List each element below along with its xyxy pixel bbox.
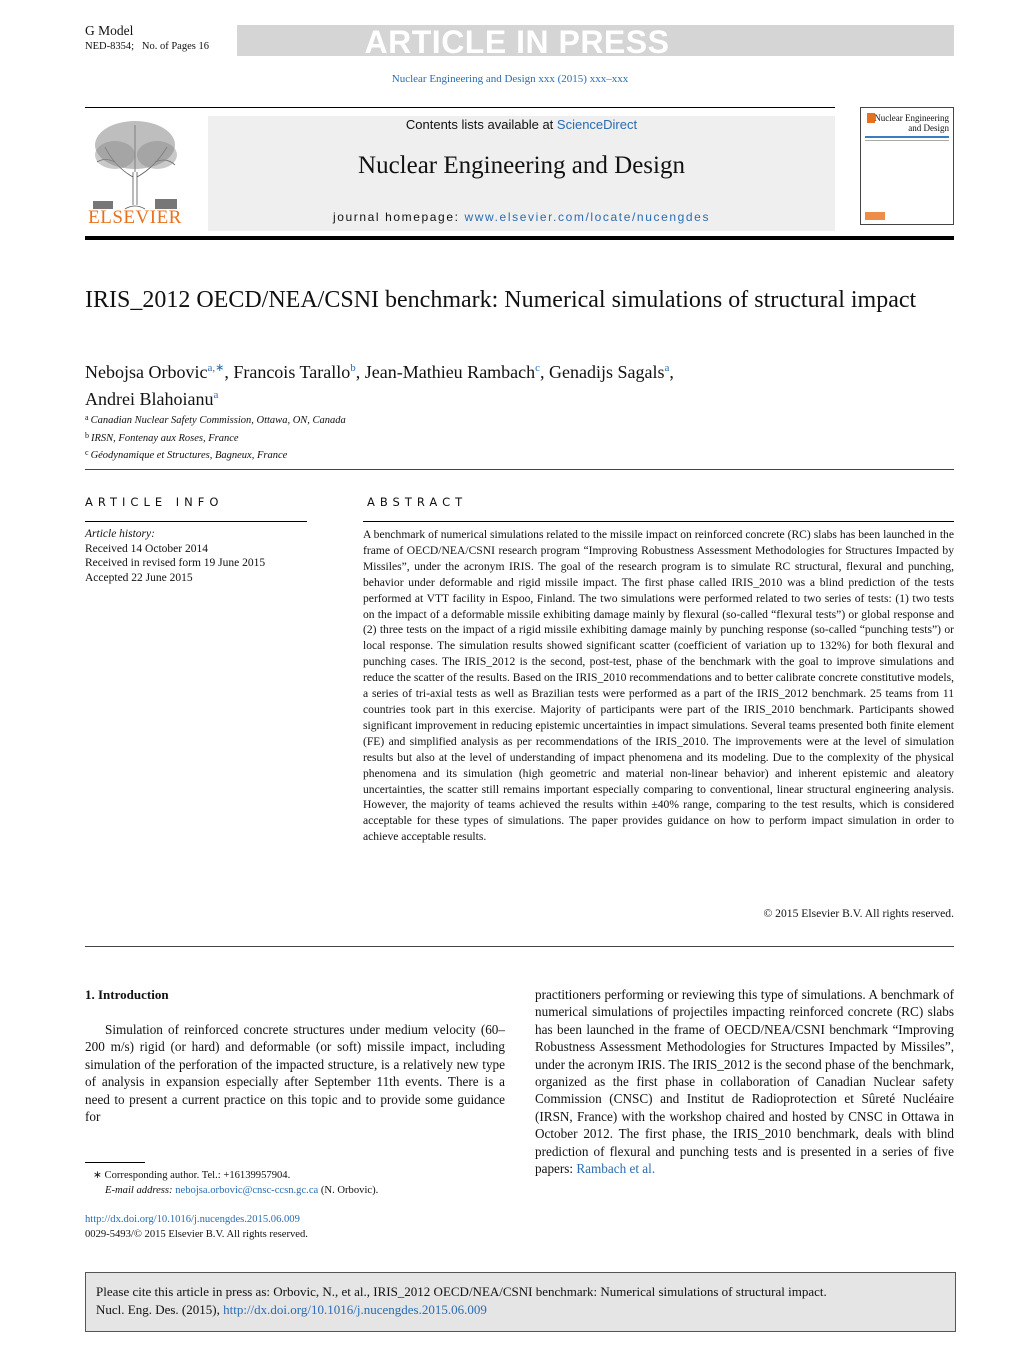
- affiliation-text: IRSN, Fontenay aux Roses, France: [91, 432, 239, 444]
- abstract-heading: ABSTRACT: [367, 495, 468, 509]
- rambach-citation-link[interactable]: Rambach et al.: [576, 1161, 656, 1177]
- author-affiliation-marker[interactable]: a: [664, 362, 670, 374]
- abstract-text: A benchmark of numerical simulations related to the missile impact on reinforced concrete (RC) slabs has been launched in the frame of OECD/NEA/CSNI research program “Improving Robustness Assessment Methodologies for Structures Impacted by Missiles”, under the acronym IRIS. The goal of the research program is to simulate RC structural, flexural and punching, behavior under deformable and rigid missile impact. The first phase called IRIS_2010 was a blind prediction of the tests performed at VTT facility in Espoo, Finland. The two simulations were performed related to two series of tests: (1) two tests on the impact of a deformable missile exhibiting damage mainly by flexural (so-called “flexural tests”) or global response and (2) three tests on the impact of a rigid missile exhibiting damage mainly by punching response (so-called “punching tests”) or local response. The simulation results showed significant scatter (coefficient of variation up to 132%) for both flexural and punching cases. The IRIS_2012 is the second, post-test, phase of the benchmark with the goal to improve simulations and reduce the scatter of the results. Based on the IRIS_2010 recommendations and to better calibrate concrete constitutive models, a series of tri-axial tests as well as Brazilian tests were performed as a part of the IRIS_2012 benchmark. 25 teams from 11 countries took part in this exercise. Majority of participants were part of the IRIS_2010 benchmark. Participants showed significant improvement in reducing epistemic uncertainties in impact simulations. Several teams presented both finite element (FE) and simplified analysis as per recommendations of the IRIS_2010. The improvements were at the level of simulation results but also at the level of understanding of impact phenomena and its modeling. Due to the complexity of the physical phenomena and its simulation (high geometric and material non-linear behavior) and inherent epistemic and aleatory uncertainties, the scatter still remains important especially comparing to conventional, linear structural engineering analysis. However, the majority of teams achieved the results within ±40% range, comparing to the test results, which is considered acceptable for these types of simulations. The paper provides guidance on how to perform impact simulation in order to achieve acceptable results.: [363, 528, 954, 844]
- corresponding-author-footnote: [85, 1168, 378, 1198]
- affiliations: [85, 411, 346, 464]
- section-heading-introduction: 1. Introduction: [85, 987, 169, 1002]
- manuscript-id: [85, 41, 209, 52]
- citation-line-1: Please cite this article in press as: Orbovic, N., et al., IRIS_2012 OECD/NEA/CSNI benchmark: Numerical simulations of structural impact.: [96, 1284, 827, 1299]
- article-info-heading: ARTICLE INFO: [85, 495, 224, 509]
- cover-rule: [865, 140, 949, 141]
- contents-prefix: Contents lists available at: [405, 117, 557, 132]
- sciencedirect-link[interactable]: ScienceDirect: [556, 117, 638, 132]
- history-label: Article history:: [85, 528, 155, 540]
- email-label: E-mail address:: [105, 1185, 176, 1196]
- contents-available: [208, 117, 835, 132]
- author-name: Jean-Mathieu Rambach: [364, 362, 536, 382]
- homepage-prefix: journal homepage:: [332, 210, 465, 224]
- author-affiliation-marker[interactable]: a,∗: [207, 362, 225, 374]
- citation-line-2: [96, 1301, 951, 1319]
- page-count: No. of Pages 16: [141, 41, 209, 52]
- masthead-rule: [85, 236, 954, 240]
- corresponding-author-line: ∗ Corresponding author. Tel.: +16139957904.: [93, 1170, 291, 1181]
- revised-date: Received in revised form 19 June 2015: [85, 557, 266, 569]
- email-suffix: (N. Orbovic).: [318, 1185, 379, 1196]
- issn-line: 0029-5493/© 2015 Elsevier B.V. All rights reserved.: [85, 1229, 308, 1240]
- journal-title: Nuclear Engineering and Design: [358, 152, 685, 179]
- article-history: [85, 527, 265, 585]
- header-rule: [85, 107, 835, 108]
- journal-cover-thumbnail[interactable]: [860, 107, 954, 225]
- abstract-copyright: © 2015 Elsevier B.V. All rights reserved.: [763, 907, 954, 920]
- accepted-date: Accepted 22 June 2015: [85, 571, 193, 584]
- g-model-label: G Model: [85, 23, 134, 38]
- affiliation-item: [85, 411, 346, 429]
- author-name: Genadijs Sagals: [549, 362, 665, 382]
- author-name: Nebojsa Orbovic: [85, 362, 208, 382]
- cover-title-line-1: Nuclear Engineering: [874, 113, 949, 123]
- citation-prefix: Nucl. Eng. Des. (2015),: [96, 1302, 224, 1317]
- affiliation-text: Géodynamique et Structures, Bagneux, France: [90, 450, 288, 461]
- author-list: Nebojsa Orbovic$^{a,∗}$, Francois Tarallo$^b$, Jean-Mathieu Rambach$^c$, Genadijs Sagals$^a$, Andrei Blahoianu$^a$: [85, 362, 674, 409]
- abstract-end-rule: [85, 946, 954, 947]
- cover-publisher-mark: [865, 212, 885, 220]
- email-link[interactable]: nebojsa.orbovic@cnsc-ccsn.gc.ca: [175, 1185, 319, 1196]
- article-title: IRIS_2012 OECD/NEA/CSNI benchmark: Numerical simulations of structural impact: [85, 287, 917, 313]
- email-line: [85, 1183, 378, 1198]
- affiliation-item: [85, 429, 346, 447]
- ned-number: NED-8354;: [85, 41, 134, 52]
- article-info-rule: [85, 521, 307, 522]
- cover-title: [874, 113, 949, 133]
- right-paragraph-text: practitioners performing or reviewing this type of simulations. A benchmark of numerical simulations of projectiles impacting reinforced concrete (RC) slabs has been launched in the frame of OECD/NEA/CSNI benchmark “Improving Robustness Assessment Methodologies for Structures Impacted by Missiles”, under the acronym IRIS. The IRIS_2012 is the second phase of the benchmark, organized as the first phase in collaboration of Canadian Nuclear safety Commission (CNSC) and Institut de Radioprotection et Sûreté Nucléaire (IRSN, France) with the workshop chaired and hosted by CNSC in Ottawa in October 2012. The first phase, the IRIS_2010 benchmark, deals with blind prediction of flexural and punching tests and is presented in a series of five papers:: [535, 987, 954, 1177]
- article-in-press-text: ARTICLE IN PRESS: [364, 24, 670, 60]
- doi-block: [85, 1212, 308, 1242]
- author-affiliation-marker[interactable]: a: [213, 389, 219, 401]
- abstract-rule: [363, 521, 954, 522]
- cover-title-line-2: and Design: [908, 123, 949, 133]
- footnote-rule: [85, 1162, 145, 1163]
- introduction-right-paragraph: [535, 986, 954, 1177]
- elsevier-logo: [85, 117, 185, 227]
- affiliation-marker: a: [85, 413, 89, 422]
- introduction-left-paragraph: Simulation of reinforced concrete structures under medium velocity (60–200 m/s) rigid (or hard) and deformable (or soft) missile impact, including simulation of the perforation of the impacted structure, is a relatively new type of analysis in expansion especially after September 11th events. There is a need to present a current practice on this topic and to provide some guidance for: [85, 1022, 505, 1125]
- elsevier-wordmark: ELSEVIER: [88, 207, 182, 228]
- received-date: Received 14 October 2014: [85, 542, 208, 555]
- affiliation-marker: b: [85, 430, 89, 440]
- affiliation-text: Canadian Nuclear Safety Commission, Ottawa, ON, Canada: [90, 415, 346, 426]
- citation-doi-link[interactable]: http://dx.doi.org/10.1016/j.nucengdes.2015.06.009: [223, 1302, 487, 1317]
- author-name: Francois Tarallo: [233, 362, 351, 382]
- affiliation-marker: c: [85, 448, 89, 457]
- citation-text: [96, 1283, 951, 1319]
- author-affiliation-marker[interactable]: b: [350, 362, 356, 374]
- author-affiliation-marker[interactable]: c: [535, 362, 541, 374]
- doi-link[interactable]: http://dx.doi.org/10.1016/j.nucengdes.2015.06.009: [85, 1214, 300, 1225]
- affiliation-rule: [85, 469, 954, 470]
- cover-stripe: [865, 136, 949, 138]
- journal-homepage: [208, 210, 835, 224]
- affiliation-item: [85, 446, 346, 464]
- homepage-link[interactable]: www.elsevier.com/locate/nucengdes: [464, 210, 711, 224]
- journal-reference-link[interactable]: Nuclear Engineering and Design xxx (2015) xxx–xxx: [391, 73, 629, 85]
- author-name: Andrei Blahoianu: [85, 389, 214, 409]
